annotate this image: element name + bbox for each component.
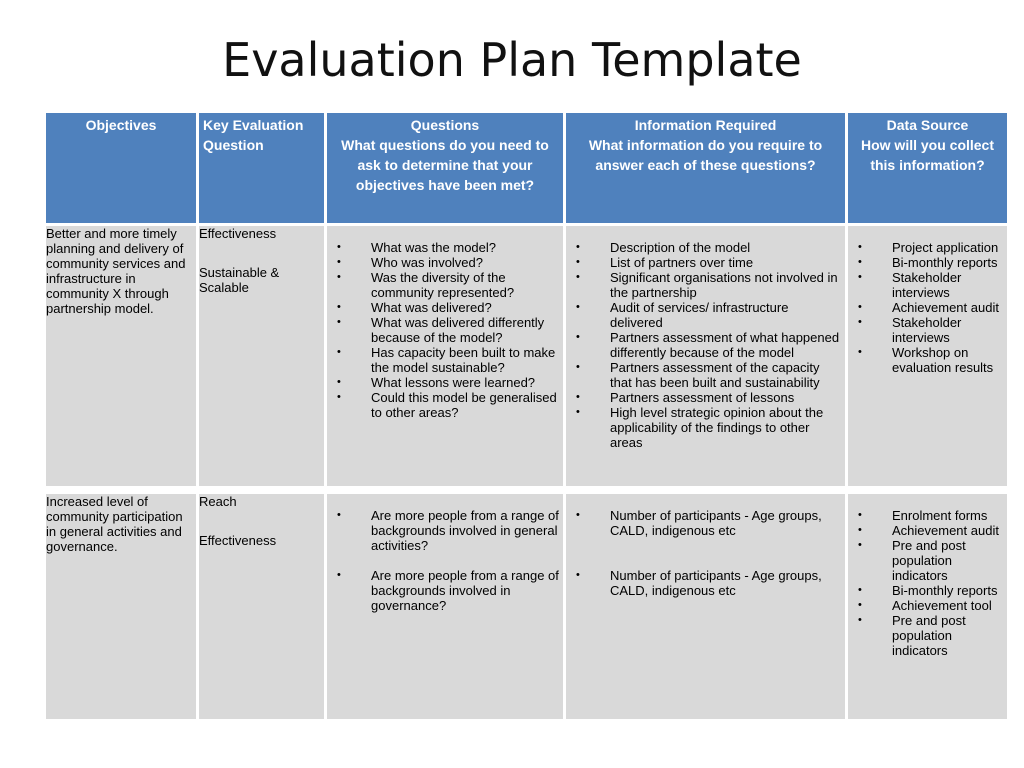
list-item: • Who was involved? <box>327 255 559 270</box>
header-line: Questions <box>410 117 480 133</box>
header-line: Question <box>203 137 264 153</box>
key-question: Reach <box>199 494 237 509</box>
header-line: answer each of these questions? <box>595 157 816 173</box>
header-line: Information Required <box>634 117 777 133</box>
list-item: • Achievement audit <box>848 523 1003 538</box>
list-item: • Stakeholder interviews <box>848 270 1003 300</box>
list-item: • What was the model? <box>327 240 559 255</box>
header-line: Objectives <box>85 117 157 133</box>
header-line: How will you collect <box>860 137 995 153</box>
list-item: • Partners assessment of the capacity that has been built and sustainability <box>566 360 841 390</box>
list-item: • Partners assessment of what happened differently because of the model <box>566 330 841 360</box>
list-item: • Project application <box>848 240 1003 255</box>
header-key-question <box>198 112 326 225</box>
list-item: • What was delivered? <box>327 300 559 315</box>
list-item: • Stakeholder interviews <box>848 315 1003 345</box>
list-item: • Pre and post population indicators <box>848 613 1003 658</box>
header-row <box>45 112 1009 225</box>
data-source-cell <box>847 225 1009 488</box>
list-item: • Has capacity been built to make the model sustainable? <box>327 345 559 375</box>
header-line: Key Evaluation <box>203 117 304 133</box>
list-item: • Enrolment forms <box>848 508 1003 523</box>
header-line: Data Source <box>886 117 969 133</box>
list-item: • Bi-monthly reports <box>848 583 1003 598</box>
key-question-cell <box>198 493 326 721</box>
list-item: • Description of the model <box>566 240 841 255</box>
header-line: this information? <box>870 157 985 173</box>
list-item: • Significant organisations not involved in the partnership <box>566 270 841 300</box>
header-data-source <box>847 112 1009 225</box>
list-item: • Are more people from a range of backgrounds involved in governance? <box>327 568 559 613</box>
objective-cell: Better and more timely planning and delivery of community services and infrastructure in community X through partnership model. <box>45 225 198 488</box>
key-question: Sustainable & Scalable <box>199 265 280 295</box>
header-line: What questions do you need to <box>341 137 549 153</box>
header-information-required <box>565 112 847 225</box>
information-cell <box>565 225 847 488</box>
key-question: Effectiveness <box>199 533 277 548</box>
list-item: • Pre and post population indicators <box>848 538 1003 583</box>
list-item: • What lessons were learned? <box>327 375 559 390</box>
list-item: • Achievement audit <box>848 300 1003 315</box>
page-title: Evaluation Plan Template <box>222 33 802 87</box>
evaluation-plan-table <box>43 110 1010 722</box>
list-item: • Number of participants - Age groups, CALD, indigenous etc <box>566 508 841 538</box>
list-item: • What was delivered differently because of the model? <box>327 315 559 345</box>
objective-cell: Increased level of community participation in general activities and governance. <box>45 493 198 721</box>
list-item: • Achievement tool <box>848 598 1003 613</box>
data-source-cell <box>847 493 1009 721</box>
list-item: • List of partners over time <box>566 255 841 270</box>
table-row <box>45 225 1009 488</box>
header-objectives <box>45 112 198 225</box>
list-item: • Bi-monthly reports <box>848 255 1003 270</box>
header-line: What information do you require to <box>588 137 823 153</box>
list-item: • Audit of services/ infrastructure delivered <box>566 300 841 330</box>
header-line: ask to determine that your <box>357 157 533 173</box>
questions-cell <box>326 493 565 721</box>
questions-cell <box>326 225 565 488</box>
table-row <box>45 493 1009 721</box>
header-questions <box>326 112 565 225</box>
list-item: • Are more people from a range of backgrounds involved in general activities? <box>327 508 559 553</box>
key-question: Effectiveness <box>199 226 277 241</box>
list-item: • Workshop on evaluation results <box>848 345 1003 375</box>
list-item: • Was the diversity of the community represented? <box>327 270 559 300</box>
list-item: • High level strategic opinion about the applicability of the findings to other areas <box>566 405 841 450</box>
information-cell <box>565 493 847 721</box>
list-item: • Partners assessment of lessons <box>566 390 841 405</box>
list-item: • Number of participants - Age groups, CALD, indigenous etc <box>566 568 841 598</box>
key-question-cell <box>198 225 326 488</box>
header-line: objectives have been met? <box>355 177 535 193</box>
list-item: • Could this model be generalised to other areas? <box>327 390 559 420</box>
